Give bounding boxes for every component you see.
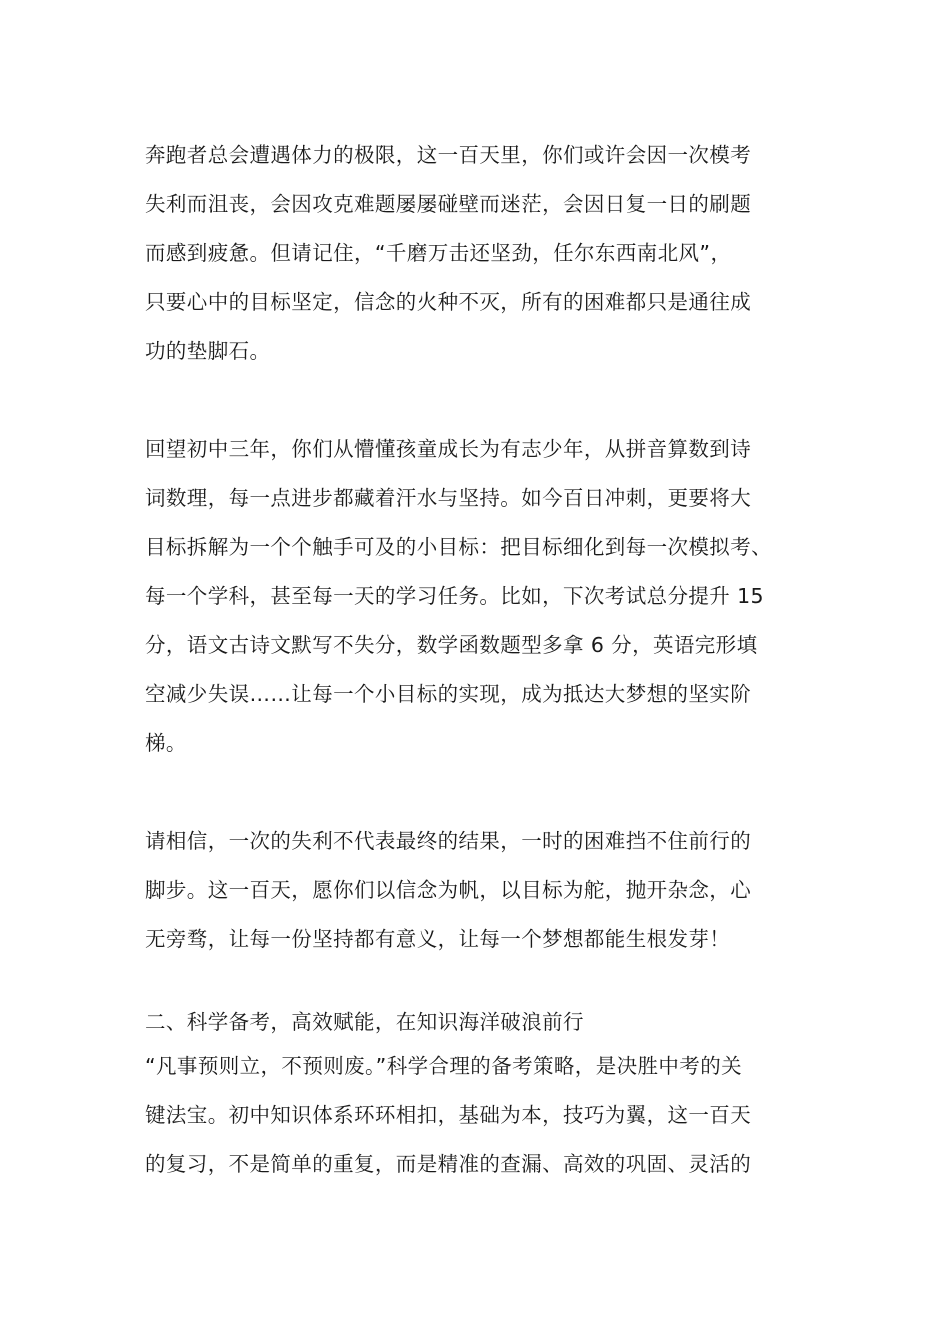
paragraph-perseverance [145,131,810,376]
paragraph-spacer [145,376,810,425]
text-line: 失利而沮丧，会因攻克难题屡屡碰壁而迷茫，会因日复一日的刷题 [145,192,752,216]
document-body [145,131,810,1189]
text-line: 目标拆解为一个个触手可及的小目标：把目标细化到每一次模拟考、 [145,535,772,559]
paragraph-spacer [145,768,810,817]
text-line: “凡事预则立，不预则废。”科学合理的备考策略，是决胜中考的关 [145,1054,742,1078]
text-line: 的复习，不是简单的重复，而是精准的查漏、高效的巩固、灵活的 [145,1152,752,1176]
text-line: 分，语文古诗文默写不失分，数学函数题型多拿 6 分，英语完形填 [145,633,758,657]
text-line: 功的垫脚石。 [145,339,271,363]
paragraph-belief [145,817,810,964]
text-line: 梯。 [145,731,187,755]
section-heading: 二、科学备考，高效赋能，在知识海洋破浪前行 [145,1010,584,1034]
text-line: 空减少失误……让每一个小目标的实现，成为抵达大梦想的坚实阶 [145,682,752,706]
text-line: 键法宝。初中知识体系环环相扣，基础为本，技巧为翼，这一百天 [145,1103,752,1127]
paragraph-strategy [145,1042,810,1189]
text-line: 请相信，一次的失利不代表最终的结果，一时的困难挡不住前行的 [145,829,752,853]
text-line: 而感到疲惫。但请记住，“千磨万击还坚劲，任尔东西南北风”， [145,241,732,265]
text-line: 词数理，每一点进步都藏着汗水与坚持。如今百日冲刺，更要将大 [145,486,752,510]
text-line: 奔跑者总会遭遇体力的极限，这一百天里，你们或许会因一次模考 [145,143,752,167]
text-line: 脚步。这一百天，愿你们以信念为帆，以目标为舵，抛开杂念，心 [145,878,752,902]
text-line: 每一个学科，甚至每一天的学习任务。比如，下次考试总分提升 15 [145,584,764,608]
text-line: 回望初中三年，你们从懵懂孩童成长为有志少年，从拼音算数到诗 [145,437,752,461]
paragraph-goals [145,425,810,768]
text-line: 无旁骛，让每一份坚持都有意义，让每一个梦想都能生根发芽！ [145,927,731,951]
paragraph-spacer [145,964,810,1004]
text-line: 只要心中的目标坚定，信念的火种不灭，所有的困难都只是通往成 [145,290,752,314]
